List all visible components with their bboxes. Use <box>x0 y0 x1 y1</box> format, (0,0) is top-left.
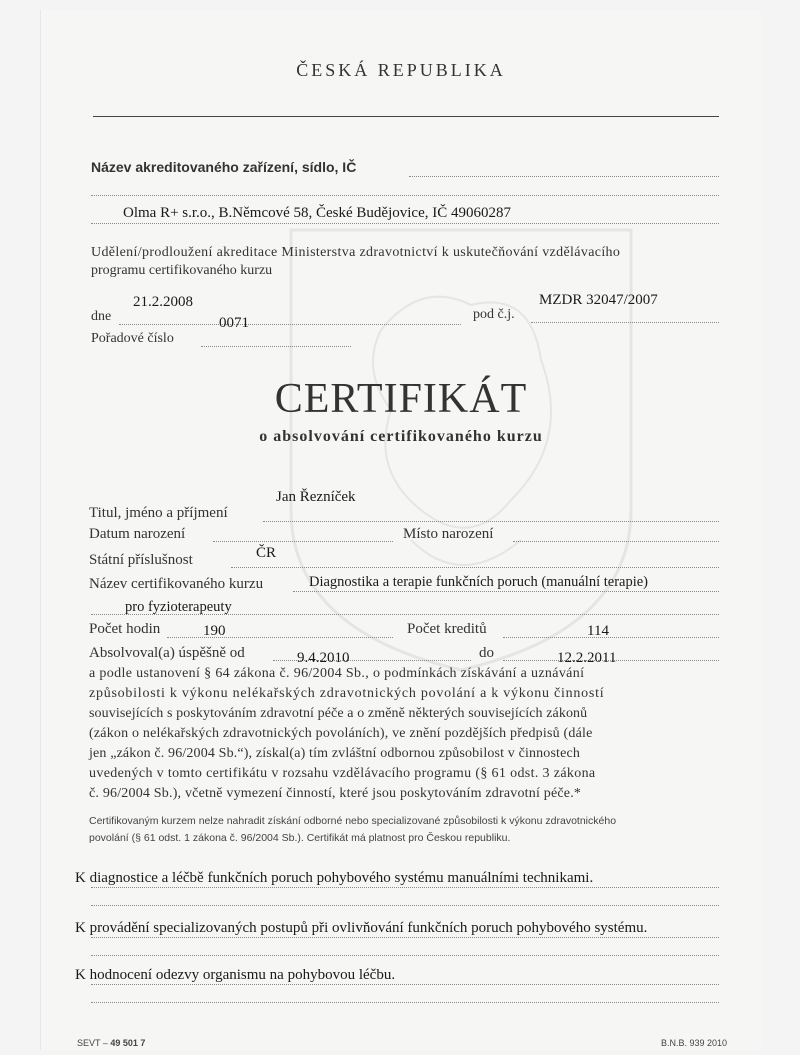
accreditation-ref-value: MZDR 32047/2007 <box>539 292 658 308</box>
note-line-2: povolání (§ 61 odst. 1 zákona č. 96/2004 Sb.). Certifikát má platnost pro Českou republiku. <box>89 832 511 844</box>
birthplace-dotline <box>513 541 719 542</box>
birthdate-label: Datum narození <box>89 526 186 542</box>
accreditation-date-value: 21.2.2008 <box>133 294 193 310</box>
footer-left-code: 49 501 7 <box>110 1038 146 1048</box>
legal-line-6: uvedených v tomto certifikátu v rozsahu vzdělávacího programu (§ 61 odst. 3 zákona <box>89 766 596 781</box>
credits-dotline <box>503 637 719 638</box>
citizenship-label: Státní příslušnost <box>89 552 193 568</box>
completed-to-label: do <box>479 645 494 661</box>
legal-line-4: (zákon o nelékařských zdravotnických povoláních), ve znění pozdějších předpisů (dále <box>89 726 593 741</box>
note-line-1: Certifikovaným kurzem nelze nahradit získání odborné nebo specializované způsobilosti k výkonu zdravotnického <box>89 815 617 827</box>
activity-2: K provádění specializovaných postupů při ovlivňování funkčních poruch pohybového systému. <box>75 920 648 936</box>
name-dotline <box>263 521 719 522</box>
accreditation-text-1: Udělení/prodloužení akreditace Ministerstva zdravotnictví k uskutečňování vzdělávacího <box>91 245 621 260</box>
completed-from-value: 9.4.2010 <box>297 650 350 666</box>
activity-dotline-2b <box>91 955 719 956</box>
course-dotline-2 <box>91 614 719 615</box>
accreditation-text-2: programu certifikovaného kurzu <box>91 263 273 278</box>
order-dotline <box>201 346 351 347</box>
hours-label: Počet hodin <box>89 621 161 637</box>
birthdate-dotline <box>213 541 393 542</box>
date-dotline <box>119 324 461 325</box>
facility-dotline-3 <box>91 223 719 224</box>
footer-left-prefix: SEVT – <box>77 1038 111 1048</box>
activity-1: K diagnostice a léčbě funkčních poruch pohybového systému manuálními technikami. <box>75 870 594 886</box>
legal-line-7: č. 96/2004 Sb.), včetně vymezení činností, které jsou poskytováním zdravotní péče.* <box>89 786 582 801</box>
course-name-value-2: pro fyzioterapeuty <box>125 599 232 615</box>
activity-dotline-1b <box>91 905 719 906</box>
course-dotline <box>293 591 719 592</box>
completed-label: Absolvoval(a) úspěšně od <box>89 645 245 661</box>
footer-left <box>77 1038 145 1048</box>
activity-dotline-3 <box>91 984 719 985</box>
activity-3: K hodnocení odezvy organismu na pohybovou léčbu. <box>75 967 396 983</box>
citizenship-value: ČR <box>256 545 277 561</box>
hours-value: 190 <box>203 623 226 639</box>
country-header: ČESKÁ REPUBLIKA <box>296 60 506 80</box>
citizenship-dotline <box>231 567 719 568</box>
course-name-label: Název certifikovaného kurzu <box>89 576 264 592</box>
certificate-subtitle: o absolvování certifikovaného kurzu <box>259 428 543 445</box>
legal-line-1: a podle ustanovení § 64 zákona č. 96/2004 Sb., o podmínkách získávání a uznávání <box>89 666 585 681</box>
certificate-page <box>40 10 761 1050</box>
person-name-label: Titul, jméno a příjmení <box>89 505 228 521</box>
footer-right: B.N.B. 939 2010 <box>661 1038 728 1048</box>
course-name-value: Diagnostika a terapie funkčních poruch (manuální terapie) <box>309 574 649 590</box>
person-name-value: Jan Řezníček <box>276 489 356 505</box>
order-value: 0071 <box>219 315 249 331</box>
legal-line-5: jen „zákon č. 96/2004 Sb.“), získal(a) tím zvláštní odbornou způsobilost v činnostech <box>89 746 580 761</box>
facility-dotline-2 <box>91 195 719 196</box>
legal-line-2: způsobilosti k výkonu nelékařských zdravotnických povolání a k výkonu činností <box>89 686 605 701</box>
activity-dotline-3b <box>91 1002 719 1003</box>
birthplace-label: Místo narození <box>403 526 494 542</box>
certificate-title: CERTIFIKÁT <box>274 376 528 422</box>
ref-dotline <box>531 322 719 323</box>
accreditation-date-label: dne <box>91 309 112 324</box>
credits-value: 114 <box>587 623 609 639</box>
order-label: Pořadové číslo <box>91 331 174 346</box>
facility-value: Olma R+ s.r.o., B.Němcové 58, České Budějovice, IČ 49060287 <box>123 205 511 221</box>
activity-dotline-2 <box>91 937 719 938</box>
hours-dotline <box>167 637 393 638</box>
credits-label: Počet kreditů <box>407 621 487 637</box>
facility-label: Název akreditovaného zařízení, sídlo, IČ <box>91 159 357 175</box>
completed-to-value: 12.2.2011 <box>557 650 617 666</box>
legal-line-3: souvisejících s poskytováním zdravotní péče a o změně některých souvisejících zákonů <box>89 706 588 721</box>
activity-dotline-1 <box>91 887 719 888</box>
header-rule <box>93 116 719 117</box>
accreditation-ref-label: pod č.j. <box>473 307 515 322</box>
facility-dotline <box>409 176 719 177</box>
